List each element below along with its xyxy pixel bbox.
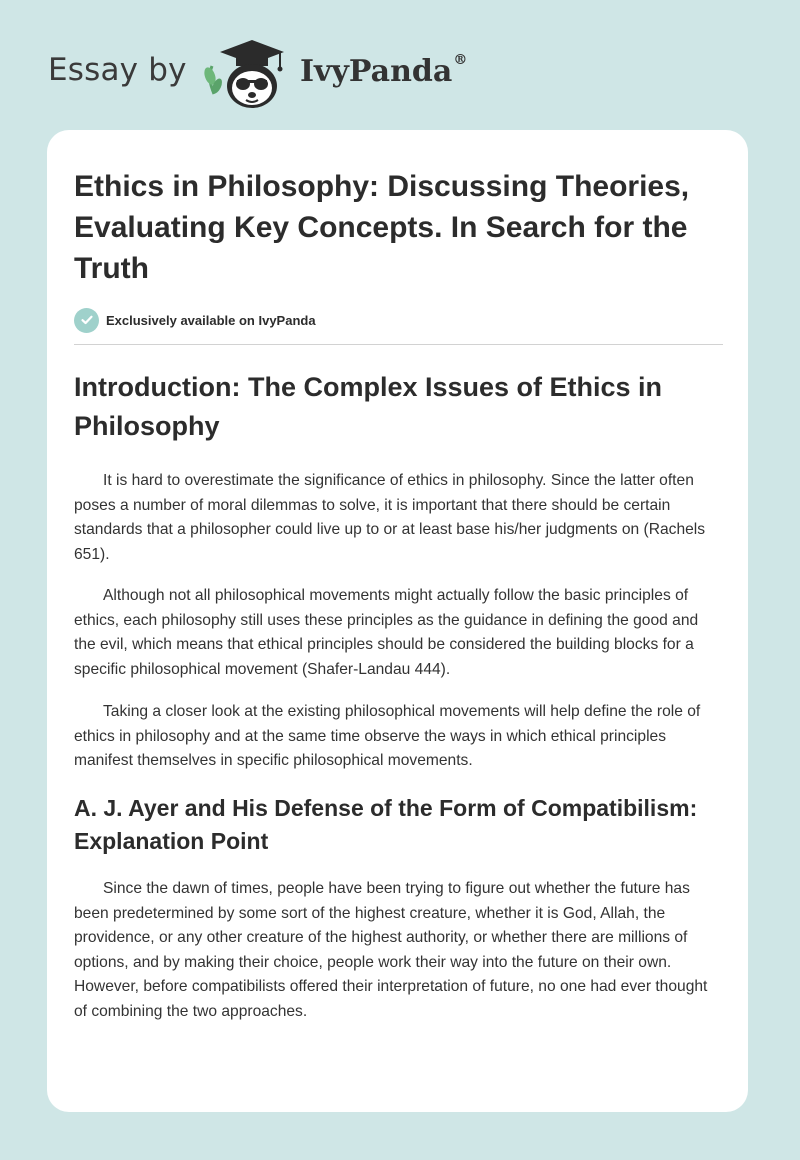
badge-text: Exclusively available on IvyPanda [106, 312, 316, 328]
registered-mark: ® [453, 52, 468, 68]
article-card [47, 130, 748, 1112]
paragraph: Taking a closer look at the existing philosophical movements will help define the role of ethics in philosophy and at the same time observe the ways in which ethical principles manifest themselves in specific philosophical movements. [74, 703, 701, 769]
divider [74, 344, 723, 345]
paragraph: Although not all philosophical movements might actually follow the basic principles of ethics, each philosophy still uses these principles as the guidance in defining the good and the evil, which means that ethical principles should be considered the building blocks for a specific philosophical movement (Shafer-Landau 444). [74, 587, 699, 678]
exclusive-badge [74, 307, 316, 333]
brand-name-text: IvyPanda [300, 54, 453, 89]
section-heading: Introduction: The Complex Issues of Ethics in Philosophy [74, 372, 663, 441]
brand-name[interactable] [300, 54, 467, 89]
paragraph: Since the dawn of times, people have been trying to figure out whether the future has been predetermined by some sort of the highest creature, whether it is God, Allah, the providence, or any other creature of the highest authority, or whether there are millions of options, and by making their choice, people work their way into the future on their own. However, before compatibilists offered their interpretation of future, no one had ever thought of combining the two approaches. [74, 880, 708, 1020]
check-circle-icon [74, 308, 99, 333]
paragraph: It is hard to overestimate the significance of ethics in philosophy. Since the latter often poses a number of moral dilemmas to solve, it is important that there should be certain standards that a philosopher could live up to or at least base his/her judgments on (Rachels 651). [74, 472, 706, 563]
site-header [0, 0, 800, 130]
panda-graduate-icon [200, 36, 292, 112]
article-title: Ethics in Philosophy: Discussing Theories, Evaluating Key Concepts. In Search for the Truth [74, 170, 690, 285]
section-heading: A. J. Ayer and His Defense of the Form of Compatibilism: Explanation Point [74, 795, 698, 854]
essay-by-label: Essay by [48, 52, 187, 88]
